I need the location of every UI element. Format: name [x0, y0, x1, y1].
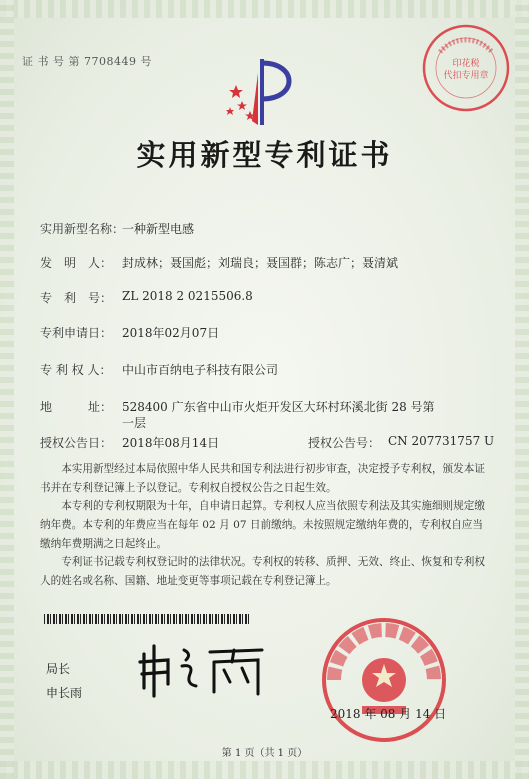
- inventor-label: 发 明 人：: [40, 256, 113, 270]
- name-value: 一种新型电感: [122, 222, 195, 236]
- grant-number-label: 授权公告号：: [308, 436, 381, 450]
- patent-number-label: 专 利 号：: [40, 291, 113, 305]
- filing-date-label: 专利申请日：: [40, 326, 113, 340]
- grant-number-value: CN 207731757 U: [388, 434, 495, 448]
- patent-number-value: ZL 2018 2 0215506.8: [122, 289, 253, 303]
- owner-label: 专 利 权 人：: [40, 363, 112, 377]
- grant-date-label: 授权公告日：: [40, 436, 113, 450]
- address-value-line1: 528400 广东省中山市火炬开发区大环村环溪北街 28 号第: [122, 400, 435, 414]
- decorative-border-left: [0, 0, 14, 779]
- body-paragraph-1: 本实用新型经过本局依照中华人民共和国专利法进行初步审查，决定授予专利权，颁发本证书并在专利登记簿上予以登记。专利权自授权公告之日起生效。: [40, 463, 485, 494]
- page-title: 实用新型专利证书: [136, 138, 393, 172]
- address-label: 地 址：: [40, 400, 113, 414]
- owner-value: 中山市百纳电子科技有限公司: [122, 363, 279, 377]
- body-paragraph-2: 本专利的专利权期限为十年，自申请日起算。专利权人应当依照专利法及其实施细则规定缴纳年费。本专利的年费应当在每年 02 月 07 日前缴纳。未按照规定缴纳年费的，专利权自应当缴纳年费期满之日起终止。: [40, 500, 485, 550]
- inventor-value: 封成林；聂国彪；刘瑞良；聂国群；陈志广；聂清斌: [122, 256, 399, 270]
- agency-seal-icon: [420, 22, 512, 114]
- name-label: 实用新型名称：: [40, 222, 125, 236]
- director-title: 局长: [46, 662, 71, 676]
- national-ip-seal-icon: [318, 614, 450, 746]
- decorative-border-top: [0, 0, 529, 18]
- grant-date-value: 2018年08月14日: [122, 436, 220, 450]
- filing-date-value: 2018年02月07日: [122, 326, 220, 340]
- certificate-number: 证 书 号 第 7708449 号: [22, 55, 152, 68]
- decorative-border-right: [515, 0, 529, 779]
- svg-text:代扣专用章: 代扣专用章: [443, 71, 489, 81]
- signature-icon: [138, 640, 268, 700]
- barcode-icon: [44, 614, 249, 624]
- decorative-border-bottom: [0, 761, 529, 779]
- seal-date: 2018 年 08 月 14 日: [330, 707, 447, 721]
- svg-text:印花税: 印花税: [452, 59, 480, 69]
- cnipa-logo-icon: [218, 55, 306, 127]
- address-value-line2: 一层: [122, 416, 147, 430]
- body-paragraph-3: 专利证书记载专利权登记时的法律状况。专利权的转移、质押、无效、终止、恢复和专利权人的姓名或名称、国籍、地址变更等事项记载在专利登记簿上。: [40, 556, 485, 587]
- page-footer: 第 1 页（共 1 页）: [221, 748, 308, 759]
- director-name: 申长雨: [46, 686, 83, 700]
